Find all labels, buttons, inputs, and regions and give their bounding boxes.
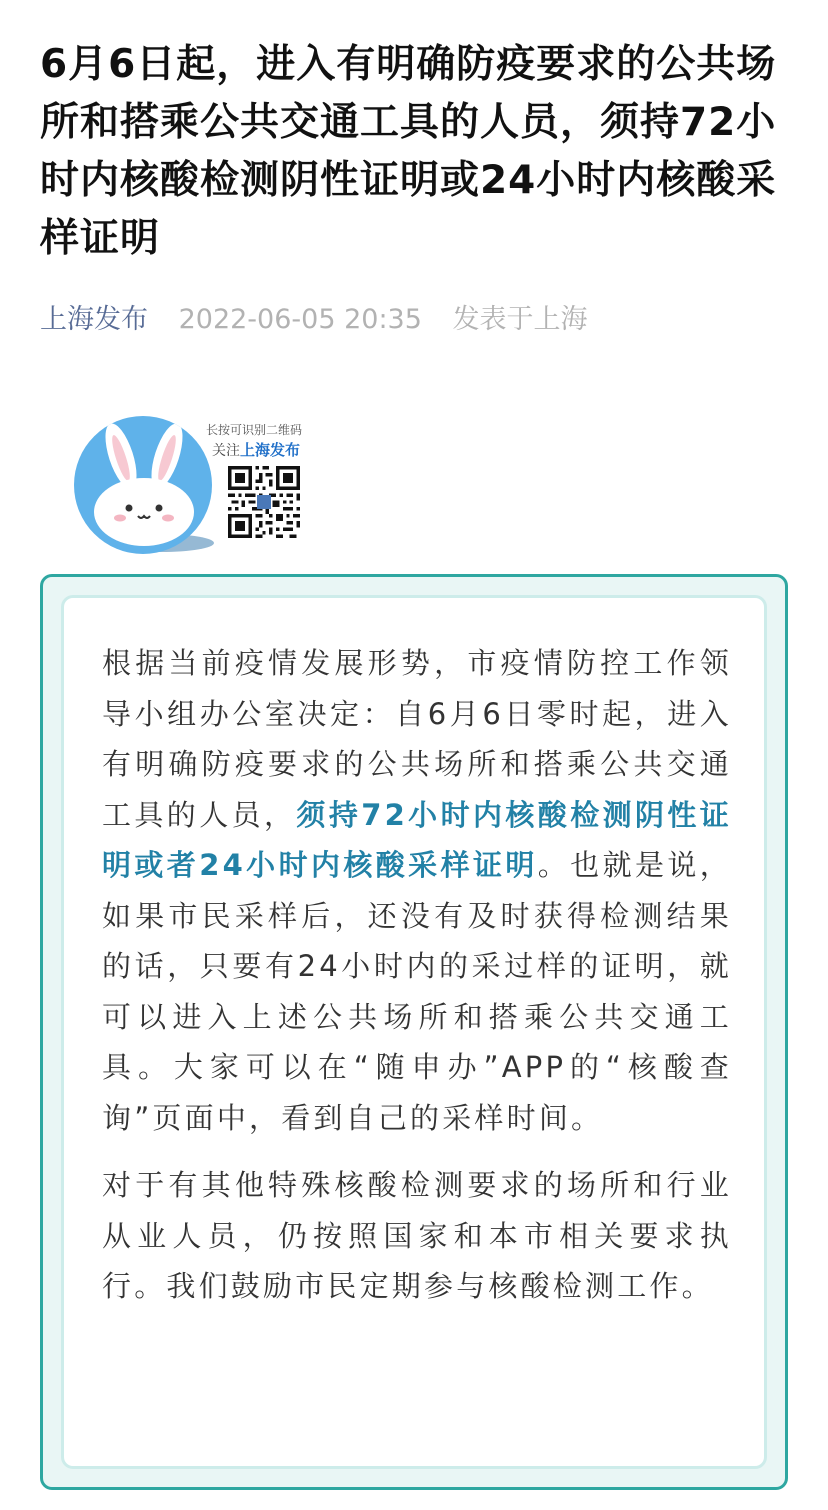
notice-paragraph-1 — [102, 638, 732, 1143]
qr-hint-text: 长按可识别二维码 — [206, 423, 303, 437]
qr-code-icon[interactable] — [228, 466, 300, 538]
notice-frame — [40, 574, 788, 1490]
notice-paragraph-2: 对于有其他特殊核酸检测要求的场所和行业从业人员，仍按照国家和本市相关要求执行。我们鼓励市民定期参与核酸检测工作。 — [102, 1168, 732, 1303]
bunny-mascot-icon — [74, 416, 212, 554]
qr-follow-text — [212, 440, 300, 461]
paragraph-text: 根据当前疫情发展形势，市疫情防控工作领导小组办公室决定：自6月6日零时起，进入有明确防疫要求的公共场所和搭乘公共交通工具的人员， — [102, 646, 732, 832]
notice-panel — [61, 595, 767, 1469]
publish-location: 发表于上海 — [452, 304, 588, 335]
qr-follow-prefix: 关注 — [212, 443, 240, 459]
publish-datetime: 2022-06-05 20:35 — [178, 304, 422, 335]
article-title: 6月6日起，进入有明确防疫要求的公共场所和搭乘公共交通工具的人员，须持72小时内核酸检测阴性证明或24小时内核酸采样证明 — [40, 42, 777, 261]
qr-follow-banner[interactable] — [74, 412, 334, 562]
qr-brand-name: 上海发布 — [240, 441, 301, 459]
highlight-requirement: 须持72小时内核酸检测阴性证明或者24小时内核酸采样证明 — [102, 797, 732, 882]
paragraph-text: 。也就是说，如果市民采样后，还没有及时获得检测结果的话，只要有24小时内的采过样的证明，就可以进入上述公共场所和搭乘公共交通工具。大家可以在“随申办”APP的“核酸查询”页面中，看到自己的采样时间。 — [102, 848, 732, 1135]
article-meta — [40, 300, 588, 340]
author-link[interactable]: 上海发布 — [40, 304, 148, 335]
